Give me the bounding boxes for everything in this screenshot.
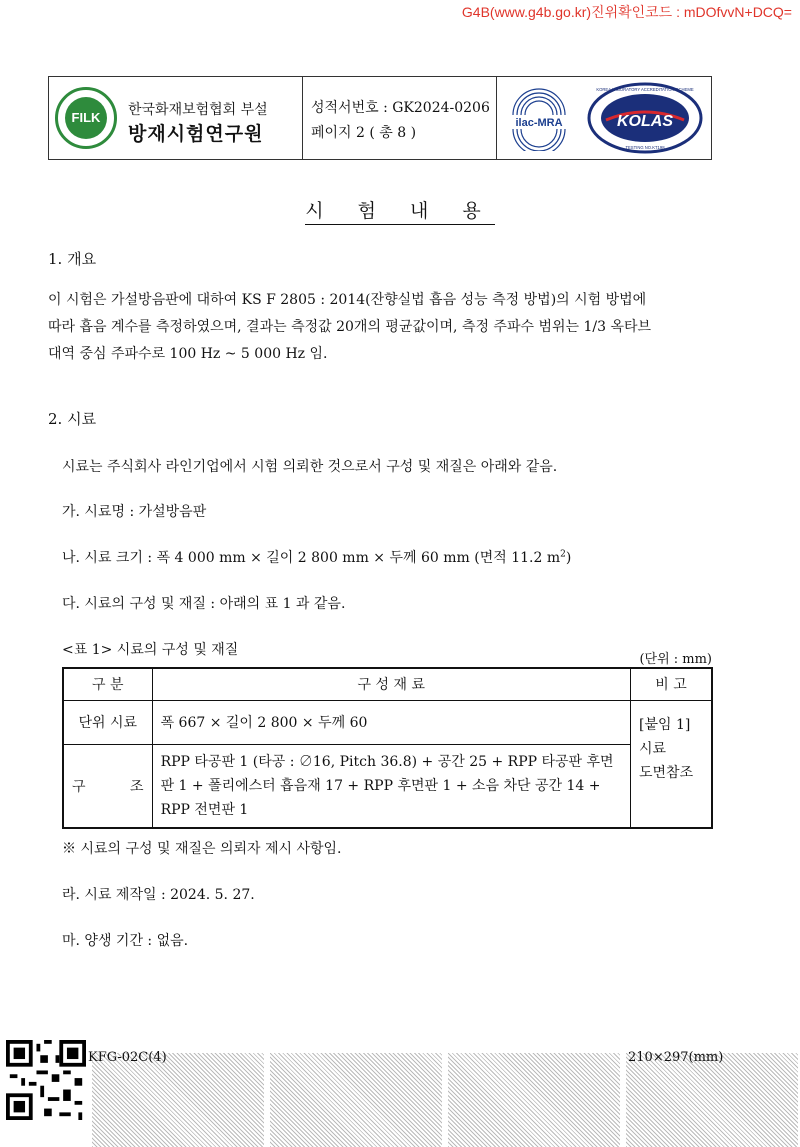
row-label: 구 조 [63,744,152,828]
sample-size-sup: 2 [560,549,566,560]
table-header: 구 성 재 료 [152,668,630,700]
sample-composition: 다. 시료의 구성 및 재질 : 아래의 표 1 과 같음. [62,596,346,612]
pattern-band [626,1053,798,1147]
table-caption: <표 1> 시료의 구성 및 재질 [62,642,239,658]
section-1-line: 따라 흡음 계수를 측정하였으며, 결과는 측정값 20개의 평균값이며, 측정 주파수 범위는 1/3 옥타브 [48,319,652,335]
material-table [62,667,713,829]
curing-period: 마. 양생 기간 : 없음. [62,933,189,949]
ilac-text: ilac-MRA [515,117,563,129]
row-content: 폭 667 × 길이 2 800 × 두께 60 [152,700,630,744]
qr-code [6,1040,86,1120]
report-number: 성적서번호 : GK2024-0206 [311,100,490,116]
remark-cell [631,700,713,828]
org-name: 방재시험연구원 [128,123,264,145]
filk-logo [55,87,117,149]
pattern-band [270,1053,442,1147]
row-content: RPP 타공판 1 (타공 : ∅16, Pitch 36.8) + 공간 25 + RPP 타공판 후면판 1 + 폴리에스터 흡음재 17 + RPP 후면판 1 + 소음 차단 공간 14 + RPP 전면판 1 [152,744,630,828]
form-code: KFG-02C(4) [88,1050,167,1065]
org-parent: 한국화재보험협회 부설 [128,102,268,118]
section-1-body [48,287,712,368]
section-2-intro: 시료는 주식회사 라인기업에서 시험 의뢰한 것으로서 구성 및 재질은 아래와 같음. [62,459,558,475]
composition-note: ※ 시료의 구성 및 재질은 의뢰자 제시 사항임. [62,841,342,857]
sample-name: 가. 시료명 : 가설방음판 [62,504,207,520]
table-row [63,700,712,744]
table-row [63,744,712,828]
remark-line: 도면참조 [639,764,694,781]
institute-cell [49,77,303,159]
section-1-heading: 1. 개요 [48,250,97,268]
sample-size [62,547,571,567]
kolas-logo [586,82,704,154]
table-header-row [63,668,712,700]
report-header [48,76,712,160]
sample-size-end: ) [565,550,572,566]
kolas-text: KOLAS [617,113,673,130]
page-info: 페이지 2 ( 총 8 ) [311,125,417,141]
report-info-cell [303,77,497,159]
section-1-line: 이 시험은 가설방음판에 대하여 KS F 2805 : 2014(잔향실법 흡음 성능 측정 방법)의 시험 방법에 [48,292,647,308]
sample-size-text: 나. 시료 크기 : 폭 4 000 mm × 길이 2 800 mm × 두께 60 mm (면적 11.2 m [62,550,561,566]
footer-strip [0,1028,800,1127]
ilac-mra-logo [507,85,571,151]
manufacture-date: 라. 시료 제작일 : 2024. 5. 27. [62,887,255,903]
pattern-band [448,1053,620,1147]
filk-logo-text: FILK [65,97,107,139]
table-header: 구 분 [63,668,152,700]
remark-line: [붙임 1] [639,716,691,733]
verification-code: G4B(www.g4b.go.kr)진위확인코드 : mDOfvvN+DCQ= [461,4,792,20]
table-header: 비 고 [631,668,713,700]
page-title-text: 시 험 내 용 [305,200,495,225]
section-1-line: 대역 중심 주파수로 100 Hz ~ 5 000 Hz 임. [48,346,328,362]
section-2-heading: 2. 시료 [48,410,97,428]
row-label: 단위 시료 [63,700,152,744]
table-unit: (단위 : mm) [639,652,712,667]
page-title [0,196,800,223]
remark-line: 시료 [639,740,667,757]
pattern-band [92,1053,264,1147]
kolas-sub-text: TESTING NO.KT198 [625,145,665,150]
kolas-ring-text: KOREA LABORATORY ACCREDITATION SCHEME [596,87,694,92]
paper-size: 210×297(mm) [628,1050,724,1065]
